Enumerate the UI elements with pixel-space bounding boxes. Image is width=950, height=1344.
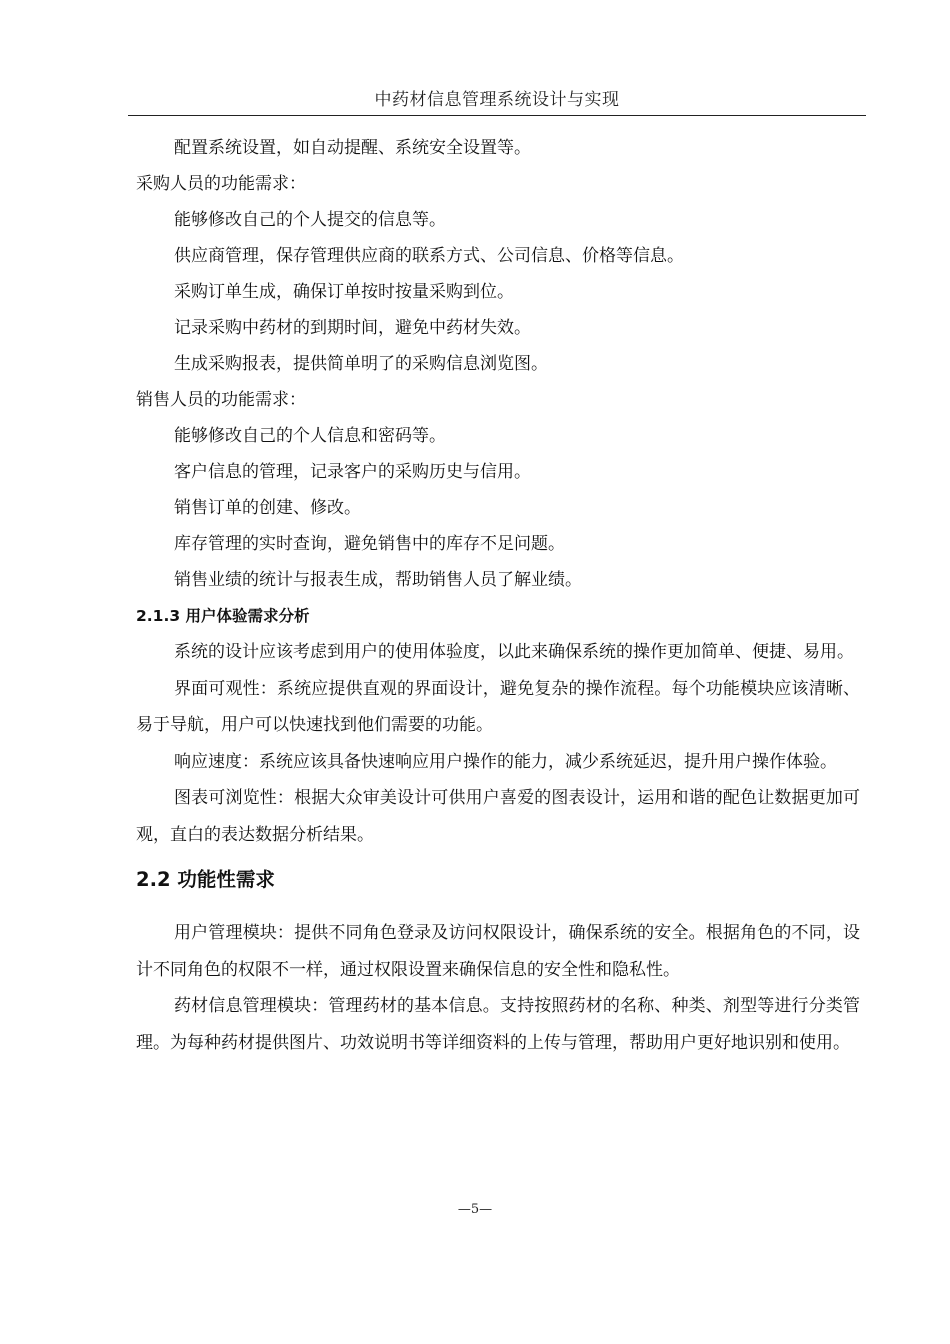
list-item: 能够修改自己的个人提交的信息等。: [174, 210, 446, 230]
list-item: 销售订单的创建、修改。: [174, 498, 361, 518]
paragraph: 配置系统设置，如自动提醒、系统安全设置等。: [174, 138, 531, 158]
list-item: 库存管理的实时查询，避免销售中的库存不足问题。: [174, 534, 565, 554]
list-item: 能够修改自己的个人信息和密码等。: [174, 426, 446, 446]
paragraph: 系统的设计应该考虑到用户的使用体验度，以此来确保系统的操作更加简单、便捷、易用。: [174, 642, 854, 662]
document-title: 中药材信息管理系统设计与实现: [374, 90, 620, 110]
list-item: 生成采购报表，提供简单明了的采购信息浏览图。: [174, 354, 548, 374]
section-heading-2-2: 2.2 功能性需求: [136, 868, 275, 891]
list-item: 供应商管理，保存管理供应商的联系方式、公司信息、价格等信息。: [174, 246, 684, 266]
page-content: [136, 130, 860, 1061]
paragraph: 界面可观性：系统应提供直观的界面设计，避免复杂的操作流程。每个功能模块应该清晰、易于导航，用户可以快速找到他们需要的功能。: [136, 678, 860, 735]
page-number: —5—: [457, 1202, 493, 1217]
paragraph: 用户管理模块：提供不同角色登录及访问权限设计，确保系统的安全。根据角色的不同，设计不同角色的权限不一样，通过权限设置来确保信息的安全性和隐私性。: [136, 923, 860, 980]
section-heading-2-1-3: 2.1.3 用户体验需求分析: [136, 607, 310, 625]
list-item: 销售业绩的统计与报表生成，帮助销售人员了解业绩。: [174, 570, 582, 590]
purchaser-requirements-heading: 采购人员的功能需求：: [136, 174, 306, 194]
paragraph: 响应速度：系统应该具备快速响应用户操作的能力，减少系统延迟，提升用户操作体验。: [174, 751, 837, 772]
sales-requirements-heading: 销售人员的功能需求：: [136, 390, 306, 410]
list-item: 记录采购中药材的到期时间，避免中药材失效。: [174, 318, 531, 338]
list-item: 采购订单生成，确保订单按时按量采购到位。: [174, 282, 514, 302]
running-header: [128, 86, 866, 116]
paragraph: 图表可浏览性：根据大众审美设计可供用户喜爱的图表设计，运用和谐的配色让数据更加可观，直白的表达数据分析结果。: [136, 788, 860, 845]
list-item: 客户信息的管理，记录客户的采购历史与信用。: [174, 462, 531, 482]
paragraph: 药材信息管理模块：管理药材的基本信息。支持按照药材的名称、种类、剂型等进行分类管理。为每种药材提供图片、功效说明书等详细资料的上传与管理，帮助用户更好地识别和使用。: [136, 996, 860, 1053]
